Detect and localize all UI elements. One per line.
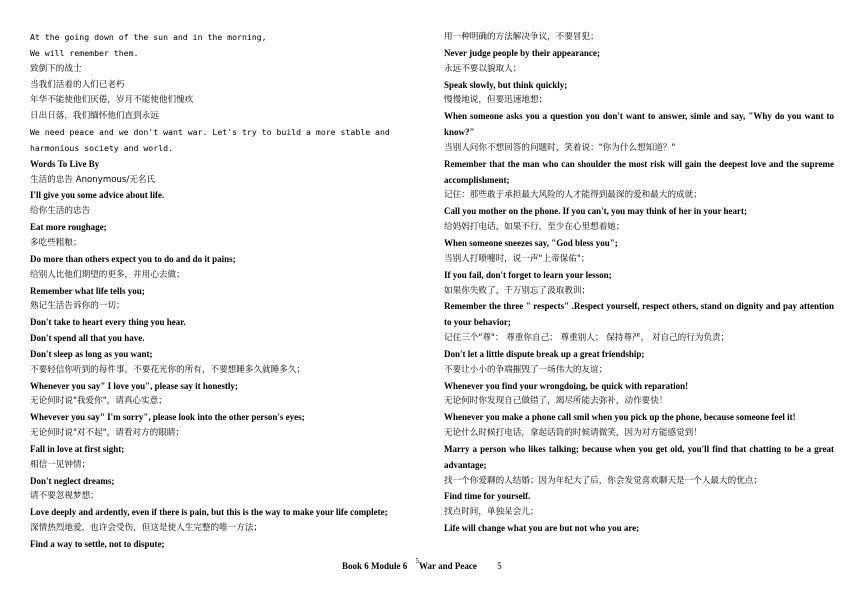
text-line: 相信一见钟情； <box>30 459 91 470</box>
text-line: 致倒下的战士 <box>30 63 82 74</box>
text-line: 不要轻信你听到的每件事，不要花光你的所有，不要想睡多久就睡多久； <box>30 364 306 375</box>
text-line: Remember what life tells you; <box>30 285 145 296</box>
text-line: 找点时间，单独呆会儿； <box>444 507 539 518</box>
text-line: Marry a person who likes talking; because when you get old, you'll find that chatting to be a great advantage; <box>444 443 834 470</box>
text-line: 给妈妈打电话，如果不行，至少在心里想着她； <box>444 222 625 233</box>
text-line: 给别人比他们期望的更多，并用心去做； <box>30 269 185 280</box>
text-line: 年华不能使他们厌倦，岁月不能使他们愧疚 <box>30 95 194 106</box>
text-line: 深情热烈地爱，也许会受伤，但这是使人生完整的唯一方法； <box>30 523 263 534</box>
text-line: I'll give you some advice about life. <box>30 190 165 201</box>
text-line: 当别人打喷嚏时，说一声"上帝保佑"； <box>444 253 590 264</box>
text-line: Never judge people by their appearance; <box>444 47 600 58</box>
text-line: 熟记生活告诉你的一切； <box>30 301 125 312</box>
text-line: Whenever you make a phone call smil when you pick up the phone, because someone feel it! <box>444 412 796 423</box>
text-line: 找一个你爱聊的人结婚；因为年纪大了后，你会发觉喜欢聊天是一个人最大的优点； <box>444 475 762 486</box>
footer-title: War and Peace <box>419 561 477 571</box>
text-line: Words To Live By <box>30 158 100 169</box>
text-line: Remember the three " respects" .Respect yourself, respect others, stand on dignity and pay attention to your behavior; <box>444 301 834 328</box>
text-line: Call you mother on the phone. If you can't, you may think of her in your heart; <box>444 206 748 217</box>
text-line: 日出日落，我们缅怀他们直到永远 <box>30 111 159 122</box>
text-line: Don't let a little dispute break up a great friendship; <box>444 348 645 359</box>
page-footer <box>342 557 502 571</box>
text-line: Whevever you say" I'm sorry", please look into the other person's eyes; <box>30 412 305 423</box>
left-column <box>30 30 422 553</box>
text-line: Speak slowly, but think quickly; <box>444 79 568 90</box>
text-line: Fall in love at first sight; <box>30 443 125 454</box>
text-line: We will remember them. <box>30 47 139 58</box>
text-line: If you fail, don't forget to learn your lesson; <box>444 269 612 280</box>
text-line: Love deeply and ardently, even if there is pain, but this is the way to make your life complete; <box>30 507 388 518</box>
text-line: 请不要忽视梦想； <box>30 491 99 502</box>
text-line: 用一种明确的方法解决争议，不要冒犯； <box>444 32 599 42</box>
text-line: Find time for yourself. <box>444 491 531 502</box>
text-line: 多吃些粗粮； <box>30 237 82 248</box>
text-line: At the going down of the sun and in the morning, <box>30 32 267 42</box>
text-line: 记住三个"尊"： 尊重你自己； 尊重别人； 保持尊严， 对自己的行为负责； <box>444 333 730 344</box>
text-line: Remember that the man who can shoulder the most risk will gain the deepest love and the supreme accomplishment; <box>444 158 834 185</box>
footer-small-number: 5 <box>415 557 420 565</box>
text-line: 当别人问你不想回答的问题时，笑着说："你为什么想知道？" <box>444 142 676 153</box>
footer-book-module: Book 6 Module 6 <box>342 561 408 571</box>
text-line: Eat more roughage; <box>30 222 107 233</box>
text-line: 生活的忠告 Anonymous/无名氏 <box>30 174 156 185</box>
text-line: Find a way to settle, not to dispute; <box>30 539 165 549</box>
text-line: 慢慢地说，但要迅速地想； <box>444 95 548 106</box>
text-line: Do more than others expect you to do and do it pains; <box>30 253 236 264</box>
text-line: 无论何时你发现自己做错了，竭尽所能去弥补，动作要快！ <box>444 396 668 407</box>
text-line: 不要让小小的争端摧毁了一场伟大的友谊； <box>444 364 608 375</box>
text-line: 当我们活着的人们已老朽 <box>30 79 125 90</box>
text-line: Don't sleep as long as you want; <box>30 348 153 359</box>
text-line: Don't take to heart every thing you hear. <box>30 317 186 328</box>
text-line: We need peace and we don't want war. Let's try to build a more stable and harmonious society and world. <box>30 127 390 153</box>
footer-page-number: 5 <box>497 561 502 571</box>
right-column <box>444 30 834 537</box>
text-line: Life will change what you are but not who you are; <box>444 523 640 534</box>
text-line: 永远不要以貌取人； <box>444 63 522 74</box>
text-line: Don't spend all that you have. <box>30 333 145 344</box>
text-line: When someone sneezes say, "God bless you"; <box>444 237 618 248</box>
text-line: 无论什么时候打电话，拿起话筒的时候请微笑，因为对方能感觉到！ <box>444 428 702 439</box>
text-line: 无论何时说"对不起"，请看对方的眼睛； <box>30 428 185 439</box>
text-line: 无论何时说"我爱你"，请真心实意； <box>30 396 167 407</box>
text-line: 记住：那些敢于承担最大风险的人才能得到最深的爱和最大的成就； <box>444 190 702 201</box>
text-line: Whenever you find your wrongdoing, be quick with reparation! <box>444 380 689 391</box>
text-line: 给你生活的忠告 <box>30 206 91 217</box>
text-line: When someone asks you a question you don't want to answer, simle and say, "Why do you want to know?" <box>444 111 834 138</box>
text-line: 如果你失败了，千万别忘了汲取教训； <box>444 285 591 296</box>
text-line: Don't neglect dreams; <box>30 475 115 486</box>
text-line: Whenever you say" I love you", please say it honestly; <box>30 380 238 391</box>
